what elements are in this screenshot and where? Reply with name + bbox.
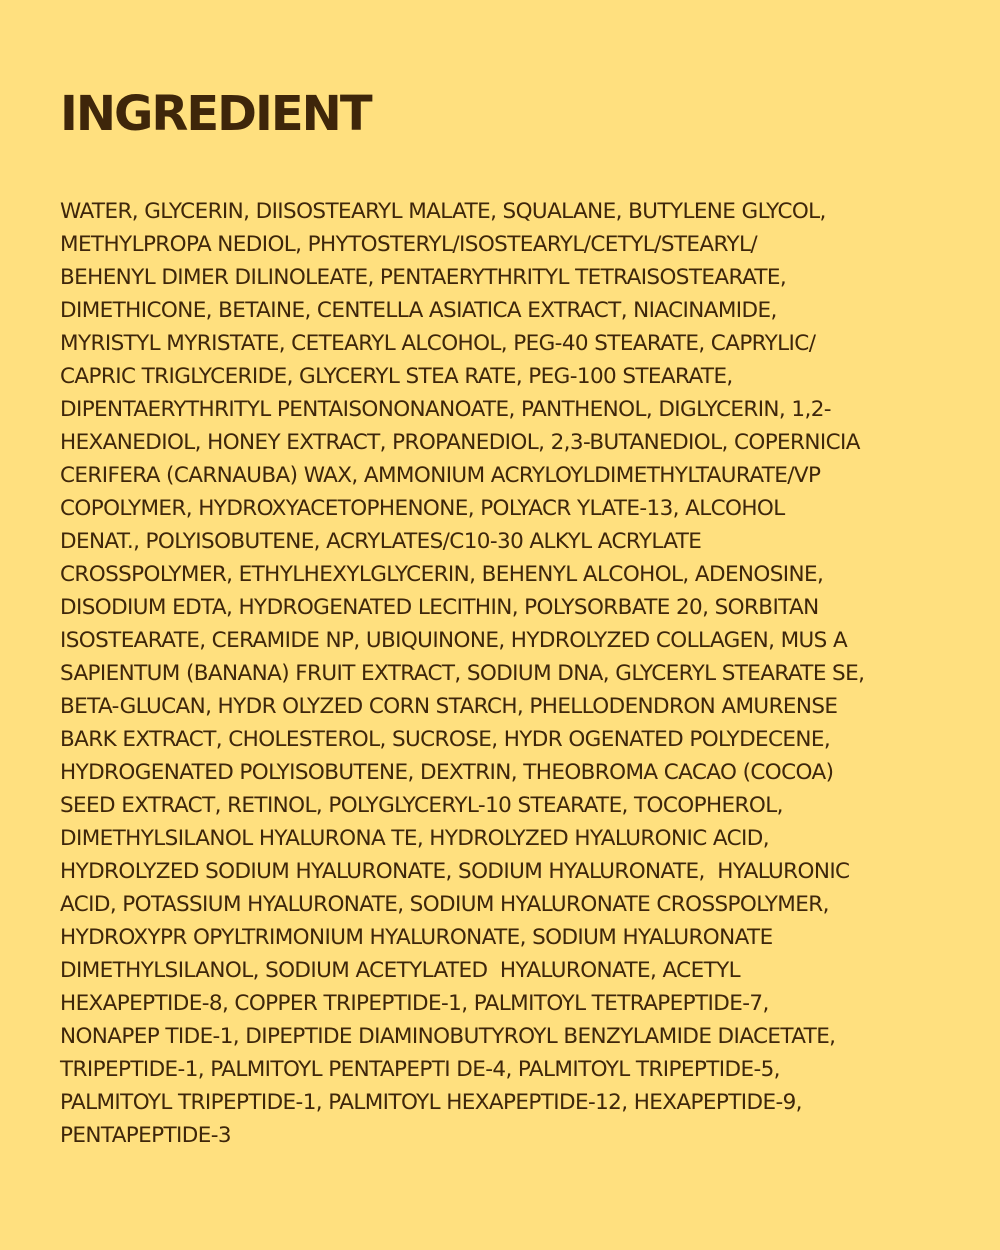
- ingredient-list: [60, 195, 960, 1152]
- ingredient-line: CERIFERA (CARNAUBA) WAX, AMMONIUM ACRYLOYLDIMETHYLTAURATE/VP: [60, 463, 821, 488]
- ingredient-line: ISOSTEARATE, CERAMIDE NP, UBIQUINONE, HYDROLYZED COLLAGEN, MUS A: [60, 628, 848, 653]
- ingredient-line: WATER, GLYCERIN, DIISOSTEARYL MALATE, SQUALANE, BUTYLENE GLYCOL,: [60, 199, 826, 224]
- ingredient-line: METHYLPROPA NEDIOL, PHYTOSTERYL/ISOSTEARYL/CETYL/STEARYL/: [60, 232, 758, 257]
- ingredient-line: NONAPEP TIDE-1, DIPEPTIDE DIAMINOBUTYROYL BENZYLAMIDE DIACETATE,: [60, 1024, 836, 1049]
- ingredient-line: HEXAPEPTIDE-8, COPPER TRIPEPTIDE-1, PALMITOYL TETRAPEPTIDE-7,: [60, 991, 769, 1016]
- ingredient-line: DISODIUM EDTA, HYDROGENATED LECITHIN, POLYSORBATE 20, SORBITAN: [60, 595, 819, 620]
- ingredient-line: HYDROXYPR OPYLTRIMONIUM HYALURONATE, SODIUM HYALURONATE: [60, 925, 773, 950]
- ingredient-line: COPOLYMER, HYDROXYACETOPHENONE, POLYACR YLATE-13, ALCOHOL: [60, 496, 785, 521]
- ingredient-line: HYDROGENATED POLYISOBUTENE, DEXTRIN, THEOBROMA CACAO (COCOA): [60, 760, 834, 785]
- ingredient-line: DIMETHYLSILANOL, SODIUM ACETYLATED HYALURONATE, ACETYL: [60, 958, 741, 983]
- ingredient-line: MYRISTYL MYRISTATE, CETEARYL ALCOHOL, PEG-40 STEARATE, CAPRYLIC/: [60, 331, 816, 356]
- ingredient-line: ACID, POTASSIUM HYALURONATE, SODIUM HYALURONATE CROSSPOLYMER,: [60, 892, 829, 917]
- ingredient-line: DENAT., POLYISOBUTENE, ACRYLATES/C10-30 ALKYL ACRYLATE: [60, 529, 702, 554]
- ingredient-line: DIPENTAERYTHRITYL PENTAISONONANOATE, PANTHENOL, DIGLYCERIN, 1,2-: [60, 397, 831, 422]
- ingredient-line: HYDROLYZED SODIUM HYALURONATE, SODIUM HYALURONATE, HYALURONIC: [60, 859, 850, 884]
- ingredient-line: SEED EXTRACT, RETINOL, POLYGLYCERYL-10 STEARATE, TOCOPHEROL,: [60, 793, 783, 818]
- ingredient-line: CAPRIC TRIGLYCERIDE, GLYCERYL STEA RATE, PEG-100 STEARATE,: [60, 364, 733, 389]
- ingredient-line: BEHENYL DIMER DILINOLEATE, PENTAERYTHRITYL TETRAISOSTEARATE,: [60, 265, 787, 290]
- ingredient-line: PALMITOYL TRIPEPTIDE-1, PALMITOYL HEXAPEPTIDE-12, HEXAPEPTIDE-9,: [60, 1090, 802, 1115]
- ingredient-line: BARK EXTRACT, CHOLESTEROL, SUCROSE, HYDR OGENATED POLYDECENE,: [60, 727, 831, 752]
- ingredient-line: HEXANEDIOL, HONEY EXTRACT, PROPANEDIOL, 2,3-BUTANEDIOL, COPERNICIA: [60, 430, 860, 455]
- ingredient-line: DIMETHYLSILANOL HYALURONA TE, HYDROLYZED HYALURONIC ACID,: [60, 826, 769, 851]
- page-title: INGREDIENT: [60, 86, 371, 142]
- ingredient-line: CROSSPOLYMER, ETHYLHEXYLGLYCERIN, BEHENYL ALCOHOL, ADENOSINE,: [60, 562, 824, 587]
- ingredient-line: DIMETHICONE, BETAINE, CENTELLA ASIATICA EXTRACT, NIACINAMIDE,: [60, 298, 777, 323]
- ingredient-line: BETA-GLUCAN, HYDR OLYZED CORN STARCH, PHELLODENDRON AMURENSE: [60, 694, 838, 719]
- ingredient-line: TRIPEPTIDE-1, PALMITOYL PENTAPEPTI DE-4, PALMITOYL TRIPEPTIDE-5,: [60, 1057, 780, 1082]
- ingredient-line: SAPIENTUM (BANANA) FRUIT EXTRACT, SODIUM DNA, GLYCERYL STEARATE SE,: [60, 661, 865, 686]
- ingredient-line: PENTAPEPTIDE-3: [60, 1123, 231, 1148]
